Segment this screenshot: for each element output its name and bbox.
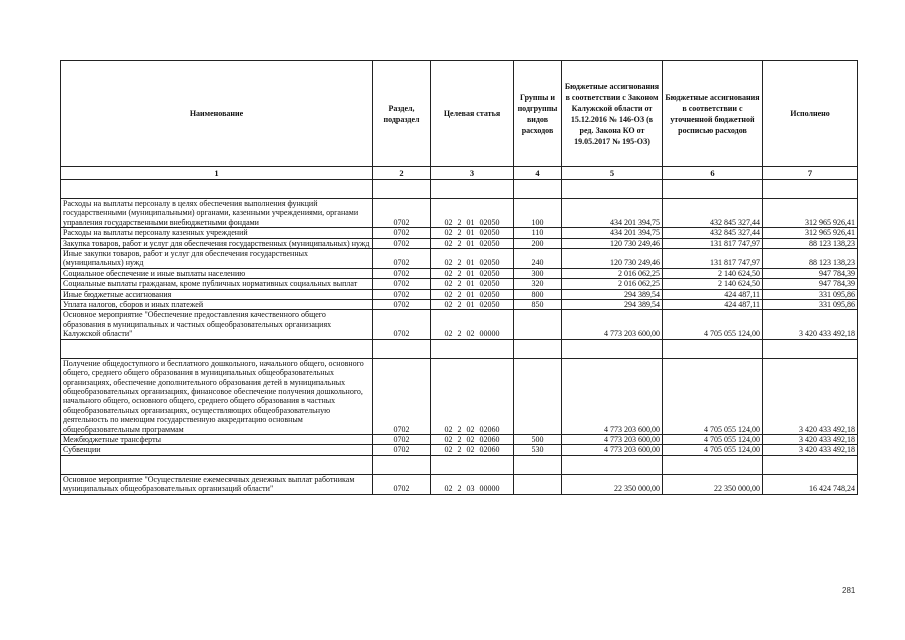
row-group-cell: 240: [514, 249, 562, 269]
row-name-cell: Закупка товаров, работ и услуг для обеспечения государственных (муниципальных) нужд: [61, 238, 373, 248]
row-done-amount-cell: 3 420 433 492,18: [763, 310, 858, 339]
row-group-cell: 850: [514, 300, 562, 310]
table-row: [61, 279, 858, 289]
table-row: [61, 199, 858, 228]
row-target-cell: 02 2 01 02050: [431, 268, 514, 278]
table-row: [61, 445, 858, 455]
row-group-cell: 530: [514, 445, 562, 455]
row-law-amount-cell: 4 773 203 600,00: [562, 445, 663, 455]
row-target-cell: 02 2 03 00000: [431, 474, 514, 494]
row-group-cell: 320: [514, 279, 562, 289]
row-list-amount-cell: 424 487,11: [663, 289, 763, 299]
column-number: 3: [431, 167, 514, 180]
empty-cell: [663, 180, 763, 199]
row-name-cell: Межбюджетные трансферты: [61, 434, 373, 444]
page-number: 281: [842, 586, 856, 595]
row-done-amount-cell: 947 784,39: [763, 279, 858, 289]
header-row: [61, 61, 858, 167]
row-list-amount-cell: 4 705 055 124,00: [663, 445, 763, 455]
row-name-cell: Социальные выплаты гражданам, кроме публичных нормативных социальных выплат: [61, 279, 373, 289]
row-group-cell: 300: [514, 268, 562, 278]
row-list-amount-cell: 22 350 000,00: [663, 474, 763, 494]
empty-cell: [562, 339, 663, 358]
row-law-amount-cell: 2 016 062,25: [562, 268, 663, 278]
row-done-amount-cell: 331 095,86: [763, 300, 858, 310]
row-group-cell: [514, 474, 562, 494]
empty-cell: [431, 339, 514, 358]
row-target-cell: 02 2 01 02050: [431, 279, 514, 289]
spacer-row: [61, 180, 858, 199]
table-row: [61, 310, 858, 339]
empty-cell: [663, 455, 763, 474]
column-number: 4: [514, 167, 562, 180]
row-target-cell: 02 2 01 02050: [431, 289, 514, 299]
table-row: [61, 249, 858, 269]
row-name-cell: Расходы на выплаты персоналу в целях обеспечения выполнения функций государственными (муниципальными) органами, казенными учреждениями, органами управления государственными внебюджетными фондами: [61, 199, 373, 228]
row-section-cell: 0702: [373, 249, 431, 269]
row-list-amount-cell: 4 705 055 124,00: [663, 358, 763, 434]
row-section-cell: 0702: [373, 238, 431, 248]
empty-cell: [663, 339, 763, 358]
empty-cell: [373, 339, 431, 358]
row-section-cell: 0702: [373, 268, 431, 278]
row-law-amount-cell: 434 201 394,75: [562, 199, 663, 228]
row-group-cell: [514, 310, 562, 339]
row-list-amount-cell: 432 845 327,44: [663, 199, 763, 228]
row-law-amount-cell: 22 350 000,00: [562, 474, 663, 494]
row-section-cell: 0702: [373, 300, 431, 310]
empty-cell: [763, 455, 858, 474]
column-number: 1: [61, 167, 373, 180]
row-target-cell: 02 2 01 02050: [431, 249, 514, 269]
row-group-cell: 110: [514, 228, 562, 238]
row-law-amount-cell: 120 730 249,46: [562, 249, 663, 269]
empty-cell: [562, 455, 663, 474]
budget-table: [60, 60, 858, 495]
row-section-cell: 0702: [373, 434, 431, 444]
row-target-cell: 02 2 01 02050: [431, 199, 514, 228]
empty-cell: [431, 455, 514, 474]
table-row: [61, 228, 858, 238]
row-section-cell: 0702: [373, 228, 431, 238]
table-row: [61, 289, 858, 299]
row-group-cell: 500: [514, 434, 562, 444]
row-group-cell: 800: [514, 289, 562, 299]
row-target-cell: 02 2 01 02050: [431, 238, 514, 248]
row-name-cell: Субвенции: [61, 445, 373, 455]
row-name-cell: Иные бюджетные ассигнования: [61, 289, 373, 299]
empty-cell: [514, 180, 562, 199]
table-row: [61, 358, 858, 434]
row-law-amount-cell: 294 389,54: [562, 300, 663, 310]
row-list-amount-cell: 432 845 327,44: [663, 228, 763, 238]
row-list-amount-cell: 131 817 747,97: [663, 249, 763, 269]
row-section-cell: 0702: [373, 358, 431, 434]
header-name: Наименование: [61, 61, 373, 167]
row-list-amount-cell: 4 705 055 124,00: [663, 310, 763, 339]
column-number: 5: [562, 167, 663, 180]
header-done: Исполнено: [763, 61, 858, 167]
empty-cell: [763, 180, 858, 199]
row-list-amount-cell: 2 140 624,50: [663, 279, 763, 289]
row-law-amount-cell: 294 389,54: [562, 289, 663, 299]
row-done-amount-cell: 312 965 926,41: [763, 228, 858, 238]
row-law-amount-cell: 4 773 203 600,00: [562, 434, 663, 444]
row-section-cell: 0702: [373, 279, 431, 289]
row-target-cell: 02 2 01 02050: [431, 300, 514, 310]
table-row: [61, 474, 858, 494]
spacer-row: [61, 339, 858, 358]
header-target: Целевая статья: [431, 61, 514, 167]
empty-cell: [763, 339, 858, 358]
header-list: Бюджетные ассигнования в соответствии с уточненной бюджетной росписью расходов: [663, 61, 763, 167]
row-done-amount-cell: 3 420 433 492,18: [763, 434, 858, 444]
row-target-cell: 02 2 02 02060: [431, 434, 514, 444]
table-row: [61, 268, 858, 278]
row-list-amount-cell: 131 817 747,97: [663, 238, 763, 248]
column-number: 6: [663, 167, 763, 180]
row-law-amount-cell: 2 016 062,25: [562, 279, 663, 289]
row-list-amount-cell: 4 705 055 124,00: [663, 434, 763, 444]
row-done-amount-cell: 88 123 138,23: [763, 238, 858, 248]
row-law-amount-cell: 120 730 249,46: [562, 238, 663, 248]
empty-cell: [431, 180, 514, 199]
table-row: [61, 300, 858, 310]
row-target-cell: 02 2 01 02050: [431, 228, 514, 238]
header-section: Раздел, подраздел: [373, 61, 431, 167]
row-group-cell: [514, 358, 562, 434]
row-section-cell: 0702: [373, 474, 431, 494]
empty-cell: [562, 180, 663, 199]
header-groups: Группы и подгруппы видов расходов: [514, 61, 562, 167]
row-name-cell: Получение общедоступного и бесплатного дошкольного, начального общего, основного общего, среднего общего образования в муниципальных общеобразовательных организациях, обеспечение дополнительного образования детей в муниципальных общеобразовательных организациях, финансовое обеспечение получения дошкольного, начального общего, основного общего, среднего общего образования в частных общеобразовательных организациях, осуществляющих общеобразовательную деятельность по имеющим государственную аккредитацию основным общеобразовательным программам: [61, 358, 373, 434]
row-group-cell: 200: [514, 238, 562, 248]
column-number: 7: [763, 167, 858, 180]
row-target-cell: 02 2 02 02060: [431, 445, 514, 455]
empty-cell: [373, 180, 431, 199]
row-section-cell: 0702: [373, 289, 431, 299]
table-row: [61, 238, 858, 248]
spacer-row: [61, 455, 858, 474]
table-row: [61, 434, 858, 444]
row-section-cell: 0702: [373, 199, 431, 228]
row-done-amount-cell: 88 123 138,23: [763, 249, 858, 269]
row-done-amount-cell: 312 965 926,41: [763, 199, 858, 228]
row-list-amount-cell: 2 140 624,50: [663, 268, 763, 278]
row-done-amount-cell: 3 420 433 492,18: [763, 358, 858, 434]
row-done-amount-cell: 16 424 748,24: [763, 474, 858, 494]
row-section-cell: 0702: [373, 310, 431, 339]
row-section-cell: 0702: [373, 445, 431, 455]
row-name-cell: Основное мероприятие "Осуществление ежемесячных денежных выплат работникам муниципальных общеобразовательных организаций области": [61, 474, 373, 494]
row-law-amount-cell: 4 773 203 600,00: [562, 358, 663, 434]
empty-cell: [61, 180, 373, 199]
empty-cell: [514, 339, 562, 358]
row-name-cell: Уплата налогов, сборов и иных платежей: [61, 300, 373, 310]
row-target-cell: 02 2 02 00000: [431, 310, 514, 339]
row-law-amount-cell: 434 201 394,75: [562, 228, 663, 238]
column-number-row: [61, 167, 858, 180]
row-done-amount-cell: 331 095,86: [763, 289, 858, 299]
row-done-amount-cell: 3 420 433 492,18: [763, 445, 858, 455]
column-number: 2: [373, 167, 431, 180]
empty-cell: [61, 455, 373, 474]
row-done-amount-cell: 947 784,39: [763, 268, 858, 278]
row-target-cell: 02 2 02 02060: [431, 358, 514, 434]
header-law: Бюджетные ассигнования в соответствии с Законом Калужской области от 15.12.2016 № 146-ОЗ (в ред. Закона КО от 19.05.2017 № 195-ОЗ): [562, 61, 663, 167]
row-name-cell: Расходы на выплаты персоналу казенных учреждений: [61, 228, 373, 238]
row-group-cell: 100: [514, 199, 562, 228]
row-name-cell: Основное мероприятие "Обеспечение предоставления качественного общего образования в муниципальных и частных общеобразовательных организациях Калужской области": [61, 310, 373, 339]
row-name-cell: Социальное обеспечение и иные выплаты населению: [61, 268, 373, 278]
empty-cell: [373, 455, 431, 474]
row-law-amount-cell: 4 773 203 600,00: [562, 310, 663, 339]
row-list-amount-cell: 424 487,11: [663, 300, 763, 310]
empty-cell: [61, 339, 373, 358]
row-name-cell: Иные закупки товаров, работ и услуг для обеспечения государственных (муниципальных) нужд: [61, 249, 373, 269]
empty-cell: [514, 455, 562, 474]
